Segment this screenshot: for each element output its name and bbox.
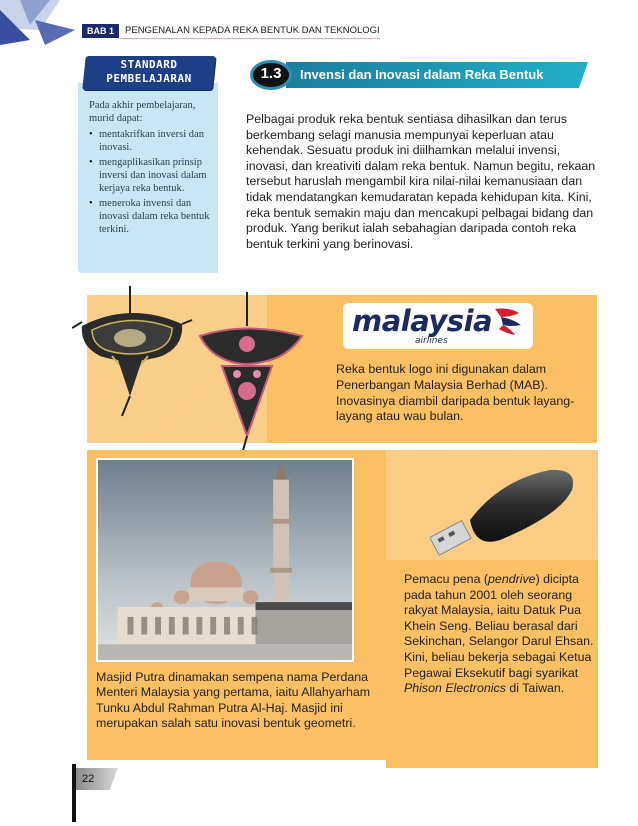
company-name: Phison Electronics (404, 681, 506, 696)
pendrive-image (430, 460, 580, 560)
page-number: 22 (82, 773, 95, 785)
learning-standard-badge-line1: STANDARD (120, 58, 178, 71)
mosque-description: Masjid Putra dinamakan sempena nama Perdana Menteri Malaysia yang pertama, iaitu Allahyarham Tunku Abdul Rahman Putra Al-Haj. Masjid ini merupakan salah satu inovasi bentuk geometri. (96, 670, 371, 731)
learning-standard-item: • meneroka invensi dan inovasi dalam reka bentuk terkini. (89, 197, 213, 236)
pendrive-text-part: Pemacu pena ( (404, 572, 489, 586)
learning-standard-item: • mengaplikasikan prinsip inversi dan inovasi dalam kerjaya reka bentuk. (89, 156, 213, 195)
mas-logo-subtitle: airlines (415, 336, 448, 346)
section-number: 1.3 (260, 65, 282, 82)
chapter-title: PENGENALAN KEPADA REKA BENTUK DAN TEKNOLOGI (119, 24, 380, 39)
pendrive-term: pendrive (488, 572, 536, 586)
learning-standard-badge-line2: PEMBELAJARAN (106, 72, 192, 85)
page-number-bar (72, 764, 76, 822)
learning-standard-item: • mentakrifkan inversi dan inovasi. (89, 128, 213, 154)
putra-mosque-photo (96, 458, 354, 662)
section-intro-paragraph: Pelbagai produk reka bentuk sentiasa dihasilkan dan terus berkembang selagi manusia mempunyai keperluan atau kehendak. Sesuatu produk ini diilhamkan melalui invensi, inovasi, dan kreativiti dalam reka bentuk. Namun begitu, rekaan tersebut haruslah mengambil kira nilai-nilai kemanusiaan dan tidak mendatangkan kemudaratan kepada kehidupan kita. Kini, reka bentuk semakin maju dan mencakupi pelbagai bidang dan produk. Yang berikut ialah sebahagian daripada contoh reka bentuk terkini yang berinovasi. (246, 112, 596, 251)
learning-standard-intro: Pada akhir pembelajaran, murid dapat: (89, 100, 196, 124)
learning-standard-list (89, 128, 213, 238)
chapter-header (82, 24, 380, 38)
chapter-tag: BAB 1 (82, 24, 119, 38)
pendrive-description (404, 572, 594, 697)
section-title: Invensi dan Inovasi dalam Reka Bentuk (300, 67, 544, 82)
mas-kite-logo-icon (491, 305, 523, 335)
wau-kites-image (72, 286, 312, 456)
pendrive-text-part: di Taiwan. (505, 681, 565, 696)
mas-logo-wordmark: malaysia (352, 304, 493, 338)
pendrive-text-part: ) dicipta pada tahun 2001 oleh seorang rakyat Malaysia, iaitu Datuk Pua Khein Seng. Beliau berasal dari Sekinchan, Selangor Darul Ehsan. Kini, beliau bekerja sebagai Ketua Pegawai Eksekutif bagi syarikat (404, 572, 594, 680)
mab-description: Reka bentuk logo ini digunakan dalam Penerbangan Malaysia Berhad (MAB). Inovasinya diambil daripada bentuk layang-layang atau wau bulan. (336, 362, 575, 424)
corner-decoration (0, 0, 80, 50)
